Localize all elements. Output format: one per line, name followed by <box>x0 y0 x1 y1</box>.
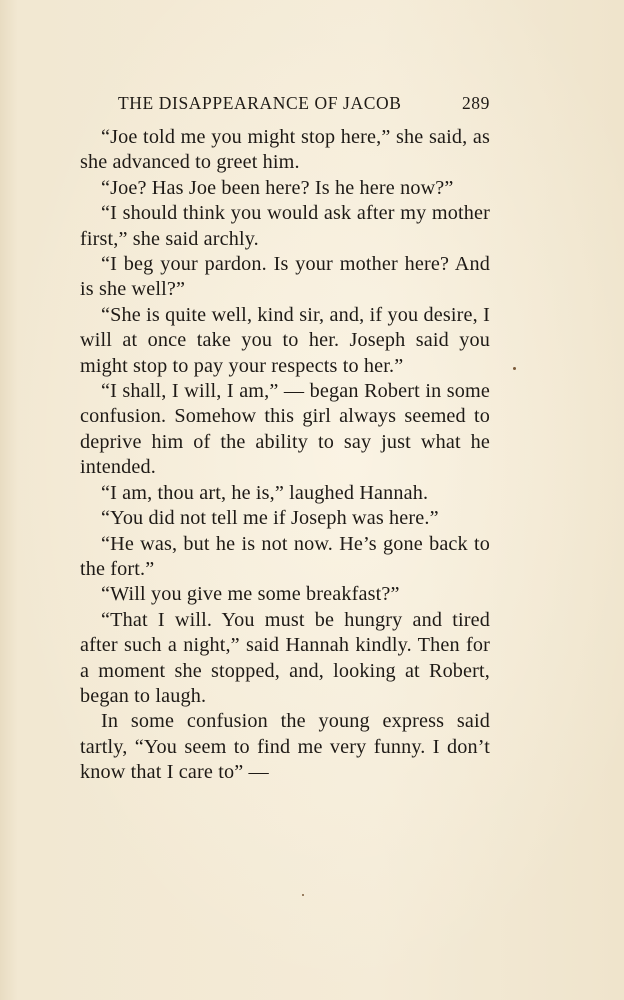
paragraph: In some confusion the young express said tartly, “You seem to find me very funny. I don’t know that I care to” — <box>80 710 490 784</box>
body-text <box>80 125 490 786</box>
page-header <box>118 92 490 114</box>
paper-speck <box>302 894 304 896</box>
paragraph: “That I will. You must be hungry and tired after such a night,” said Hannah kindly. Then for a moment she stopped, and, looking at Robert, began to laugh. <box>80 608 490 707</box>
paragraph: “I should think you would ask after my mother first,” she said archly. <box>80 202 490 250</box>
page-number: 289 <box>461 93 490 113</box>
paper-speck <box>513 367 516 370</box>
paragraph: “He was, but he is not now. He’s gone back to the fort.” <box>80 532 490 580</box>
running-head: THE DISAPPEARANCE OF JACOB <box>118 93 402 113</box>
paragraph: “You did not tell me if Joseph was here.” <box>101 507 439 530</box>
paragraph: “Joe? Has Joe been here? Is he here now?” <box>101 176 454 199</box>
paragraph: “Will you give me some breakfast?” <box>101 583 400 606</box>
paragraph: “I am, thou art, he is,” laughed Hannah. <box>101 481 429 504</box>
paragraph: “Joe told me you might stop here,” she said, as she advanced to greet him. <box>80 126 490 174</box>
paragraph: “I beg your pardon. Is your mother here? And is she well?” <box>80 253 490 301</box>
paragraph: “I shall, I will, I am,” — began Robert in some confusion. Somehow this girl always seemed to deprive him of the ability to say just what he intended. <box>80 380 490 479</box>
paragraph: “She is quite well, kind sir, and, if you desire, I will at once take you to her. Joseph said you might stop to pay your respects to her.” <box>80 303 490 377</box>
